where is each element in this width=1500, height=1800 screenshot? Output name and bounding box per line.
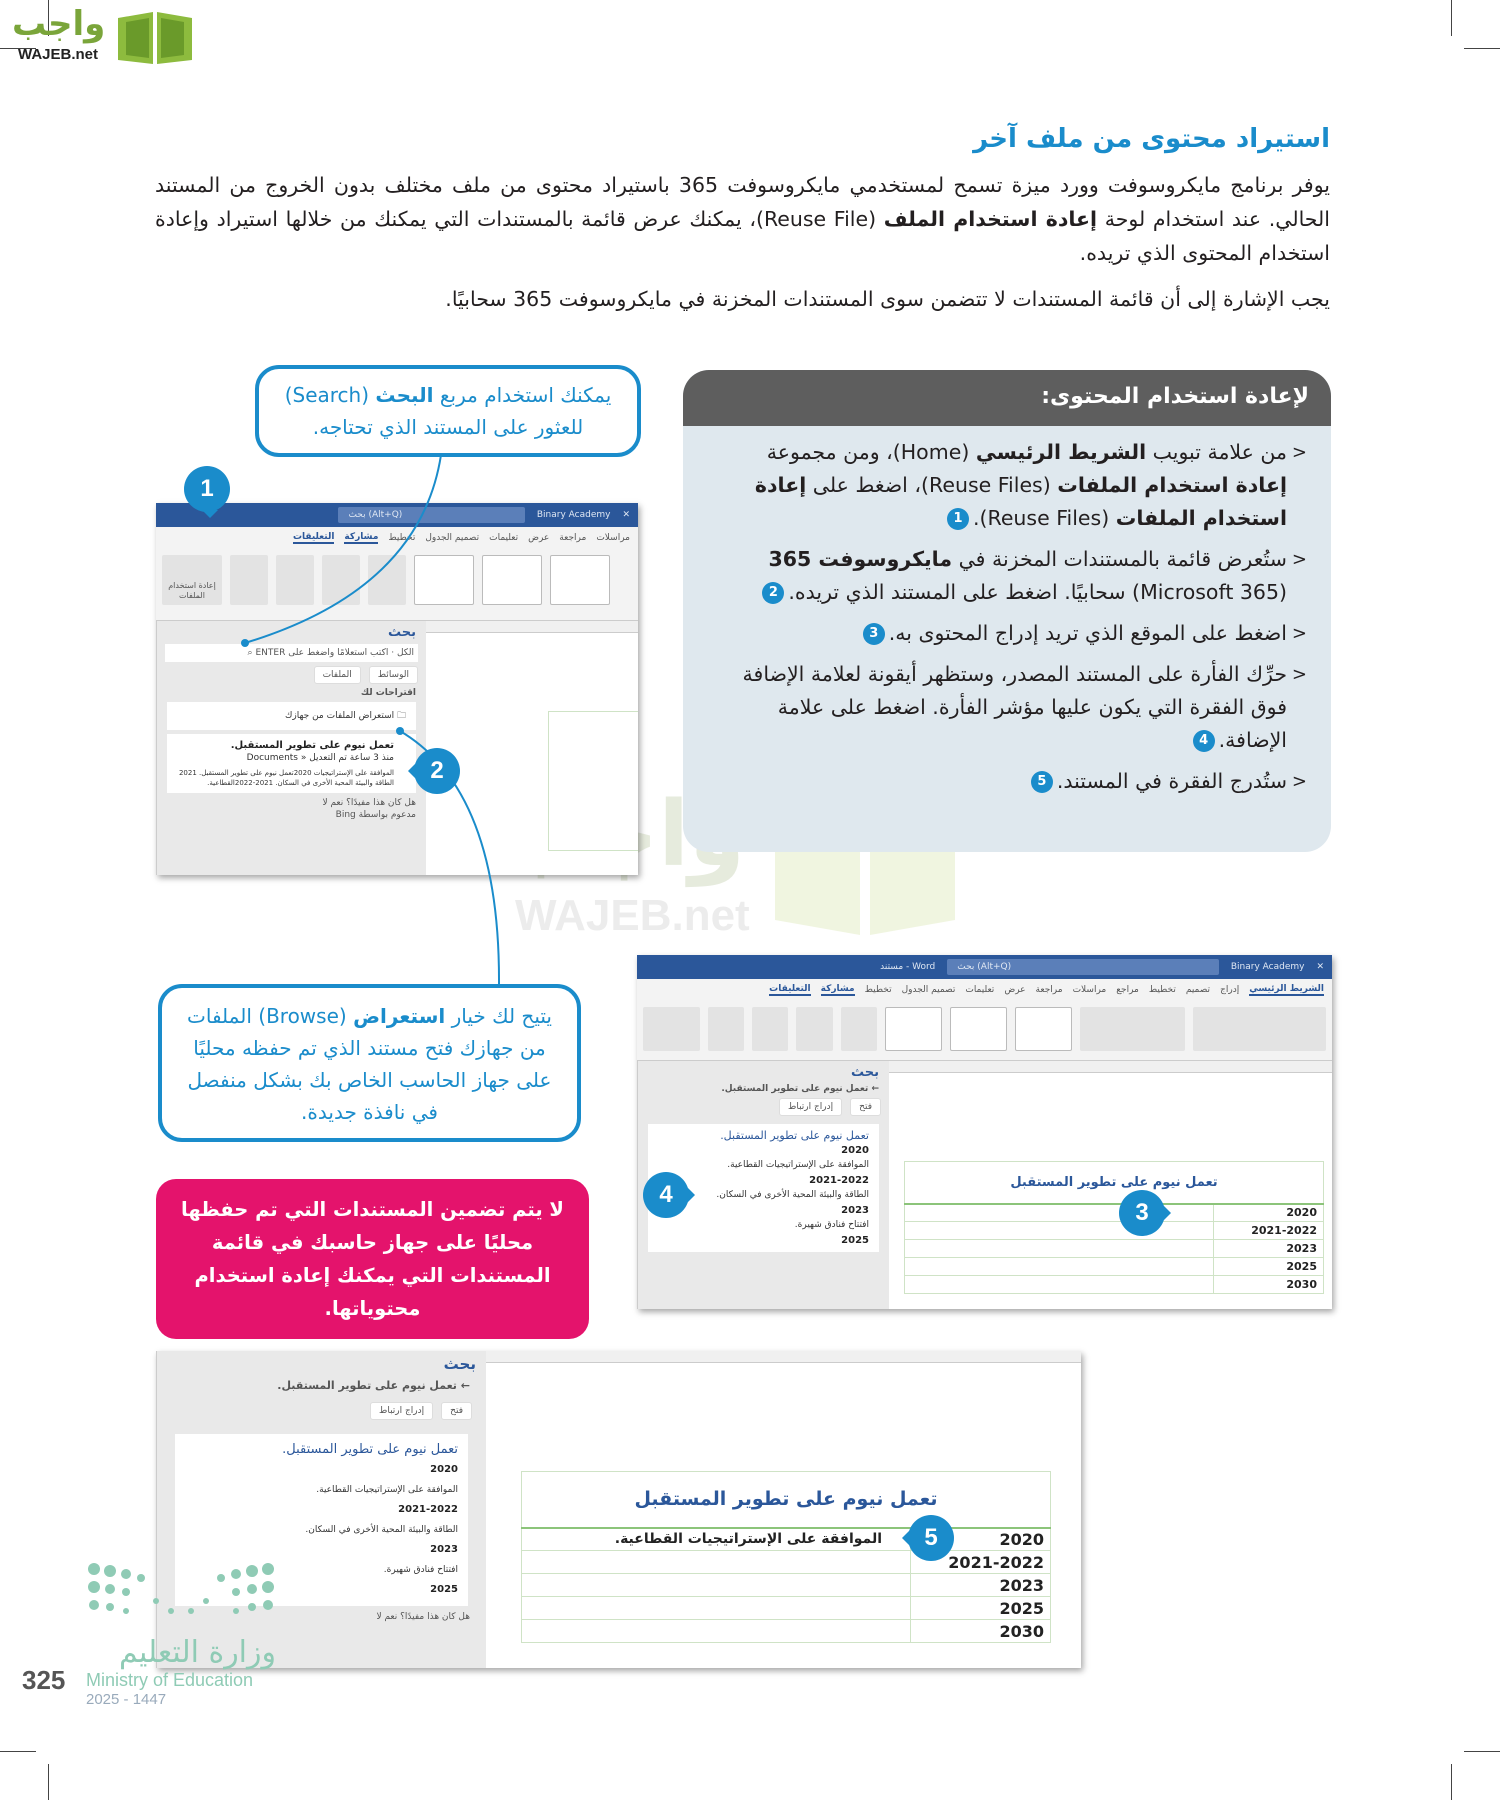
tab[interactable]: عرض bbox=[1004, 985, 1026, 995]
feedback[interactable]: هل كان هذا مفيدًا؟ نعم لا bbox=[376, 1612, 470, 1622]
bold-term: استعراض bbox=[353, 1004, 446, 1028]
share-button[interactable]: مشاركة bbox=[820, 984, 855, 994]
tab[interactable]: مراجع bbox=[1116, 985, 1139, 995]
media-filter[interactable]: الوسائط bbox=[369, 666, 418, 684]
intro-text bbox=[155, 168, 1330, 328]
tab[interactable]: تخطيط bbox=[1148, 985, 1176, 995]
powered-by: مدعوم بواسطة Bing bbox=[335, 810, 416, 820]
year-label: 2025 - 1447 bbox=[86, 1691, 167, 1708]
dictate-button[interactable] bbox=[796, 1007, 832, 1051]
tab[interactable]: تصميم الجدول bbox=[901, 985, 956, 995]
book-icon bbox=[116, 8, 194, 66]
bold-term: إعادة استخدام الملفات bbox=[754, 473, 1287, 530]
table-title: تعمل نيوم على تطوير المستقبل bbox=[905, 1162, 1324, 1204]
tab[interactable]: تصميم الجدول bbox=[425, 533, 480, 543]
tab[interactable]: مراسلات bbox=[1072, 985, 1107, 995]
bold-term: البحث bbox=[375, 383, 434, 407]
text-run: (Microsoft 365) سحابيًا. اضغط على المستند الذي تريده. bbox=[788, 580, 1287, 604]
search-callout bbox=[255, 365, 641, 457]
document-table: تعمل نيوم على تطوير المستقبل 2020 الموافقة على الإستراتيجيات القطاعية. 2021-2022 2023 2025 2030 bbox=[521, 1471, 1051, 1643]
text-run: يوفر برنامج مايكروسوفت وورد ميزة تسمح لمستخدمي مايكروسوفت 365 باستيراد محتوى من ملف مختلف بدون الخروج من المستند الحالي. عند استخدام لوحة bbox=[155, 173, 1330, 231]
step-item bbox=[713, 658, 1307, 757]
step-badge-3: 3 bbox=[1119, 1190, 1165, 1236]
file-preview[interactable]: تعمل نيوم على تطوير المستقبل. 2020 الموافقة على الإستراتيجيات القطاعية. 2021-2022 الطاقة والبيئة المحية الأخرى في السكان. 2023 افتتاح فنادق شهيرة. 2025 bbox=[175, 1434, 468, 1606]
page-number: 325 bbox=[22, 1665, 66, 1695]
text-run: (Reuse Files)، اضغط على bbox=[806, 473, 1058, 497]
search-pane bbox=[156, 621, 426, 875]
word-screenshot-insert bbox=[637, 955, 1332, 1309]
crop-mark bbox=[1451, 0, 1452, 36]
note-callout: لا يتم تضمين المستندات التي تم حفظها محليًا على جهاز حاسبك في قائمة المستندات التي يمكنك إعادة استخدام محتوياتها. bbox=[156, 1179, 589, 1339]
table-title: تعمل نيوم على تطوير المستقبل bbox=[522, 1472, 1051, 1528]
share-button[interactable]: مشاركة bbox=[344, 532, 379, 542]
steps-list bbox=[683, 426, 1331, 798]
text-run: من علامة تبويب bbox=[1146, 440, 1287, 464]
find-button[interactable] bbox=[841, 1007, 877, 1051]
ribbon bbox=[637, 1001, 1332, 1061]
editor-button[interactable] bbox=[230, 555, 268, 605]
insert-link-button[interactable]: إدراج ارتباط bbox=[370, 1402, 433, 1420]
account-name: Binary Academy bbox=[536, 510, 611, 520]
tab[interactable]: تعليمات bbox=[965, 985, 995, 995]
text-run: حرِّك الفأرة على المستند المصدر، وستظهر أيقونة لعلامة الإضافة فوق الفقرة التي يكون عليها مؤشر الفأرة. اضغط على علامة الإضافة. bbox=[742, 662, 1287, 752]
text-run: (Home)، ومن مجموعة bbox=[766, 440, 976, 464]
logo-latin: WAJEB.net bbox=[18, 46, 99, 63]
scope-label[interactable]: الكل bbox=[396, 648, 414, 658]
search-icon: ⌕ bbox=[247, 648, 253, 658]
insert-link-button[interactable]: إدراج ارتباط bbox=[779, 1098, 842, 1116]
wajeb-logo bbox=[8, 4, 193, 68]
comments-button[interactable]: التعليقات bbox=[292, 532, 335, 542]
ribbon-tabs bbox=[637, 979, 1332, 1001]
file-preview[interactable]: تعمل نيوم على تطوير المستقبل. 2020 الموافقة على الإستراتيجيات القطاعية. 2021-2022 الطاقة والبيئة المحية الأخرى في السكان. 2023 افتتاح فنادق شهيرة. 2025 bbox=[648, 1124, 879, 1252]
open-button[interactable]: فتح bbox=[850, 1098, 881, 1116]
text-run: يمكنك استخدام مربع bbox=[433, 383, 612, 407]
style-gallery[interactable] bbox=[482, 555, 542, 605]
tab[interactable]: تخطيط bbox=[864, 985, 892, 995]
intro-paragraph bbox=[155, 168, 1330, 270]
step-number: 5 bbox=[1031, 771, 1053, 793]
folder-icon: 🗀 bbox=[394, 711, 406, 721]
pane-title: بحث bbox=[850, 1065, 879, 1080]
text-run: (Search) للعثور على المستند الذي تحتاجه. bbox=[284, 383, 584, 439]
document-area[interactable] bbox=[426, 621, 638, 875]
crop-mark bbox=[1464, 1751, 1500, 1752]
tab[interactable]: مراسلات bbox=[596, 533, 630, 543]
file-result[interactable]: تعمل نيوم على تطوير المستقبل. منذ 3 ساعة تم التعديل « Documents الموافقة على الإستراتيجيات 2020تعمل نيوم على تطوير المستقبل. 2021 الطاقة والبيئة المحية الأخرى في السكان. 2021-2022القطاعية. bbox=[167, 734, 416, 793]
close-icon[interactable]: ✕ bbox=[622, 510, 630, 520]
tab[interactable]: إدراج bbox=[1220, 985, 1240, 995]
search-box[interactable]: بحث (Alt+Q) bbox=[338, 507, 524, 523]
document-table: تعمل نيوم على تطوير المستقبل 2020 2021-2022 2023 2025 2030 bbox=[904, 1161, 1324, 1294]
selected-file[interactable]: ← تعمل نيوم على تطوير المستقبل. bbox=[277, 1379, 470, 1392]
reuse-files-button[interactable]: إعادة استخدام الملفات bbox=[162, 555, 222, 605]
step-badge-4: 4 bbox=[643, 1172, 689, 1218]
ribbon bbox=[156, 549, 638, 621]
word-screenshot-result bbox=[156, 1351, 1081, 1668]
sensitivity-button[interactable] bbox=[276, 555, 314, 605]
suggestions-label: اقتراحات لك bbox=[360, 688, 416, 698]
steps-box bbox=[683, 370, 1331, 852]
tab[interactable]: مراجعة bbox=[1035, 985, 1063, 995]
ministry-logo bbox=[22, 1561, 276, 1726]
step-number: 1 bbox=[947, 508, 969, 530]
inserted-paragraph: الموافقة على الإستراتيجيات القطاعية. bbox=[522, 1528, 911, 1551]
crop-mark bbox=[1451, 1764, 1452, 1800]
step-badge-2: 2 bbox=[414, 748, 460, 794]
tab[interactable]: تخطيط bbox=[388, 533, 416, 543]
tab[interactable]: تعليمات bbox=[489, 533, 519, 543]
paragraph-group[interactable] bbox=[1080, 1007, 1185, 1051]
text-run: اضغط على الموقع الذي تريد إدراج المحتوى به. bbox=[888, 621, 1287, 645]
word-screenshot-search bbox=[156, 503, 638, 875]
browse-option[interactable]: 🗀 استعراض الملفات من جهازك bbox=[167, 702, 416, 730]
search-box[interactable]: بحث (Alt+Q) bbox=[947, 959, 1219, 975]
document-area[interactable] bbox=[889, 1061, 1332, 1309]
style-gallery[interactable] bbox=[414, 555, 474, 605]
table-preview bbox=[548, 711, 638, 851]
style-gallery[interactable] bbox=[950, 1007, 1007, 1051]
ruler bbox=[426, 621, 638, 633]
text-run: ستُدرج الفقرة في المستند. bbox=[1056, 769, 1287, 793]
crop-mark bbox=[48, 1764, 49, 1800]
text-run: (Reuse File)، يمكنك عرض قائمة بالمستندات التي يمكنك من خلالها استيراد وإعادة استخدام المحتوى الذي تريده. bbox=[155, 207, 1330, 265]
browse-callout bbox=[158, 984, 581, 1142]
pane-title: بحث bbox=[387, 625, 416, 640]
step-number: 2 bbox=[762, 582, 784, 604]
close-icon[interactable]: ✕ bbox=[1316, 962, 1324, 972]
step-item bbox=[713, 436, 1307, 535]
title-bar bbox=[156, 503, 638, 527]
sensitivity-button[interactable] bbox=[752, 1007, 788, 1051]
step-item bbox=[713, 765, 1307, 798]
title-bar bbox=[637, 955, 1332, 979]
dictate-button[interactable] bbox=[322, 555, 360, 605]
font-group[interactable] bbox=[1193, 1007, 1326, 1051]
style-gallery[interactable] bbox=[885, 1007, 942, 1051]
account-name: Binary Academy bbox=[1230, 962, 1305, 972]
app-title: Word - مستند bbox=[880, 962, 936, 972]
search-input[interactable]: الكل · اكتب استعلامًا واضغط على ENTER ⌕ bbox=[165, 644, 418, 662]
step-badge-5: 5 bbox=[908, 1515, 954, 1561]
editor-button[interactable] bbox=[708, 1007, 744, 1051]
text-run: (Reuse Files). bbox=[972, 506, 1116, 530]
ministry-english: Ministry of Education bbox=[86, 1670, 254, 1690]
intro-note bbox=[155, 282, 1330, 316]
step-number: 3 bbox=[863, 623, 885, 645]
crop-mark bbox=[0, 1751, 36, 1752]
bold-term: مايكروسوفت 365 bbox=[768, 547, 953, 571]
ruler bbox=[486, 1351, 1081, 1363]
text-run: (Browse) الملفات من جهازك فتح مستند الذي تم حفظه محليًا على جهاز الحاسب الخاص بك بشكل منفصل في نافذة جديدة. bbox=[187, 1004, 552, 1124]
section-title: استيراد محتوى من ملف آخر bbox=[973, 124, 1330, 154]
text-run: يتيح لك خيار bbox=[445, 1004, 552, 1028]
bold-term: الشريط الرئيسي bbox=[975, 440, 1147, 464]
ministry-emblem-icon bbox=[86, 1561, 276, 1631]
ministry-arabic: وزارة التعليم bbox=[118, 1635, 276, 1670]
search-placeholder: اكتب استعلامًا واضغط على ENTER bbox=[255, 648, 389, 658]
style-gallery[interactable] bbox=[1015, 1007, 1072, 1051]
tab-home[interactable]: الشريط الرئيسي bbox=[1249, 984, 1324, 994]
files-filter[interactable]: الملفات bbox=[314, 666, 361, 684]
ribbon-tabs bbox=[156, 527, 638, 549]
step-badge-1: 1 bbox=[184, 466, 230, 512]
step-item bbox=[713, 543, 1307, 609]
tab[interactable]: مراجعة bbox=[559, 533, 587, 543]
ruler bbox=[889, 1061, 1332, 1073]
step-number: 4 bbox=[1193, 730, 1215, 752]
comments-button[interactable]: التعليقات bbox=[769, 984, 811, 994]
find-button[interactable] bbox=[368, 555, 406, 605]
step-item bbox=[713, 617, 1307, 650]
bold-term: إعادة استخدام الملف bbox=[883, 207, 1098, 231]
feedback[interactable]: هل كان هذا مفيدًا؟ نعم لا bbox=[322, 798, 416, 808]
bold-term: إعادة استخدام الملفات bbox=[1057, 473, 1287, 497]
tab[interactable]: عرض bbox=[528, 533, 550, 543]
crop-mark bbox=[1464, 48, 1500, 49]
style-gallery[interactable] bbox=[550, 555, 610, 605]
text-run: ستُعرض قائمة بالمستندات المخزنة في bbox=[952, 547, 1287, 571]
text-run: يجب الإشارة إلى أن قائمة المستندات لا تتضمن سوى المستندات المخزنة في مايكروسوفت 365 سحابيًا. bbox=[445, 287, 1330, 311]
steps-heading: لإعادة استخدام المحتوى: bbox=[683, 370, 1331, 426]
watermark-latin: WAJEB.net bbox=[515, 891, 750, 940]
logo-arabic: واجب bbox=[12, 4, 106, 44]
tab[interactable]: تصميم bbox=[1185, 985, 1211, 995]
selected-file[interactable]: ← تعمل نيوم على تطوير المستقبل. bbox=[721, 1084, 879, 1094]
open-button[interactable]: فتح bbox=[441, 1402, 472, 1420]
pane-title: بحث bbox=[443, 1355, 476, 1373]
reuse-files-button[interactable] bbox=[643, 1007, 700, 1051]
document-area[interactable] bbox=[486, 1351, 1081, 1668]
